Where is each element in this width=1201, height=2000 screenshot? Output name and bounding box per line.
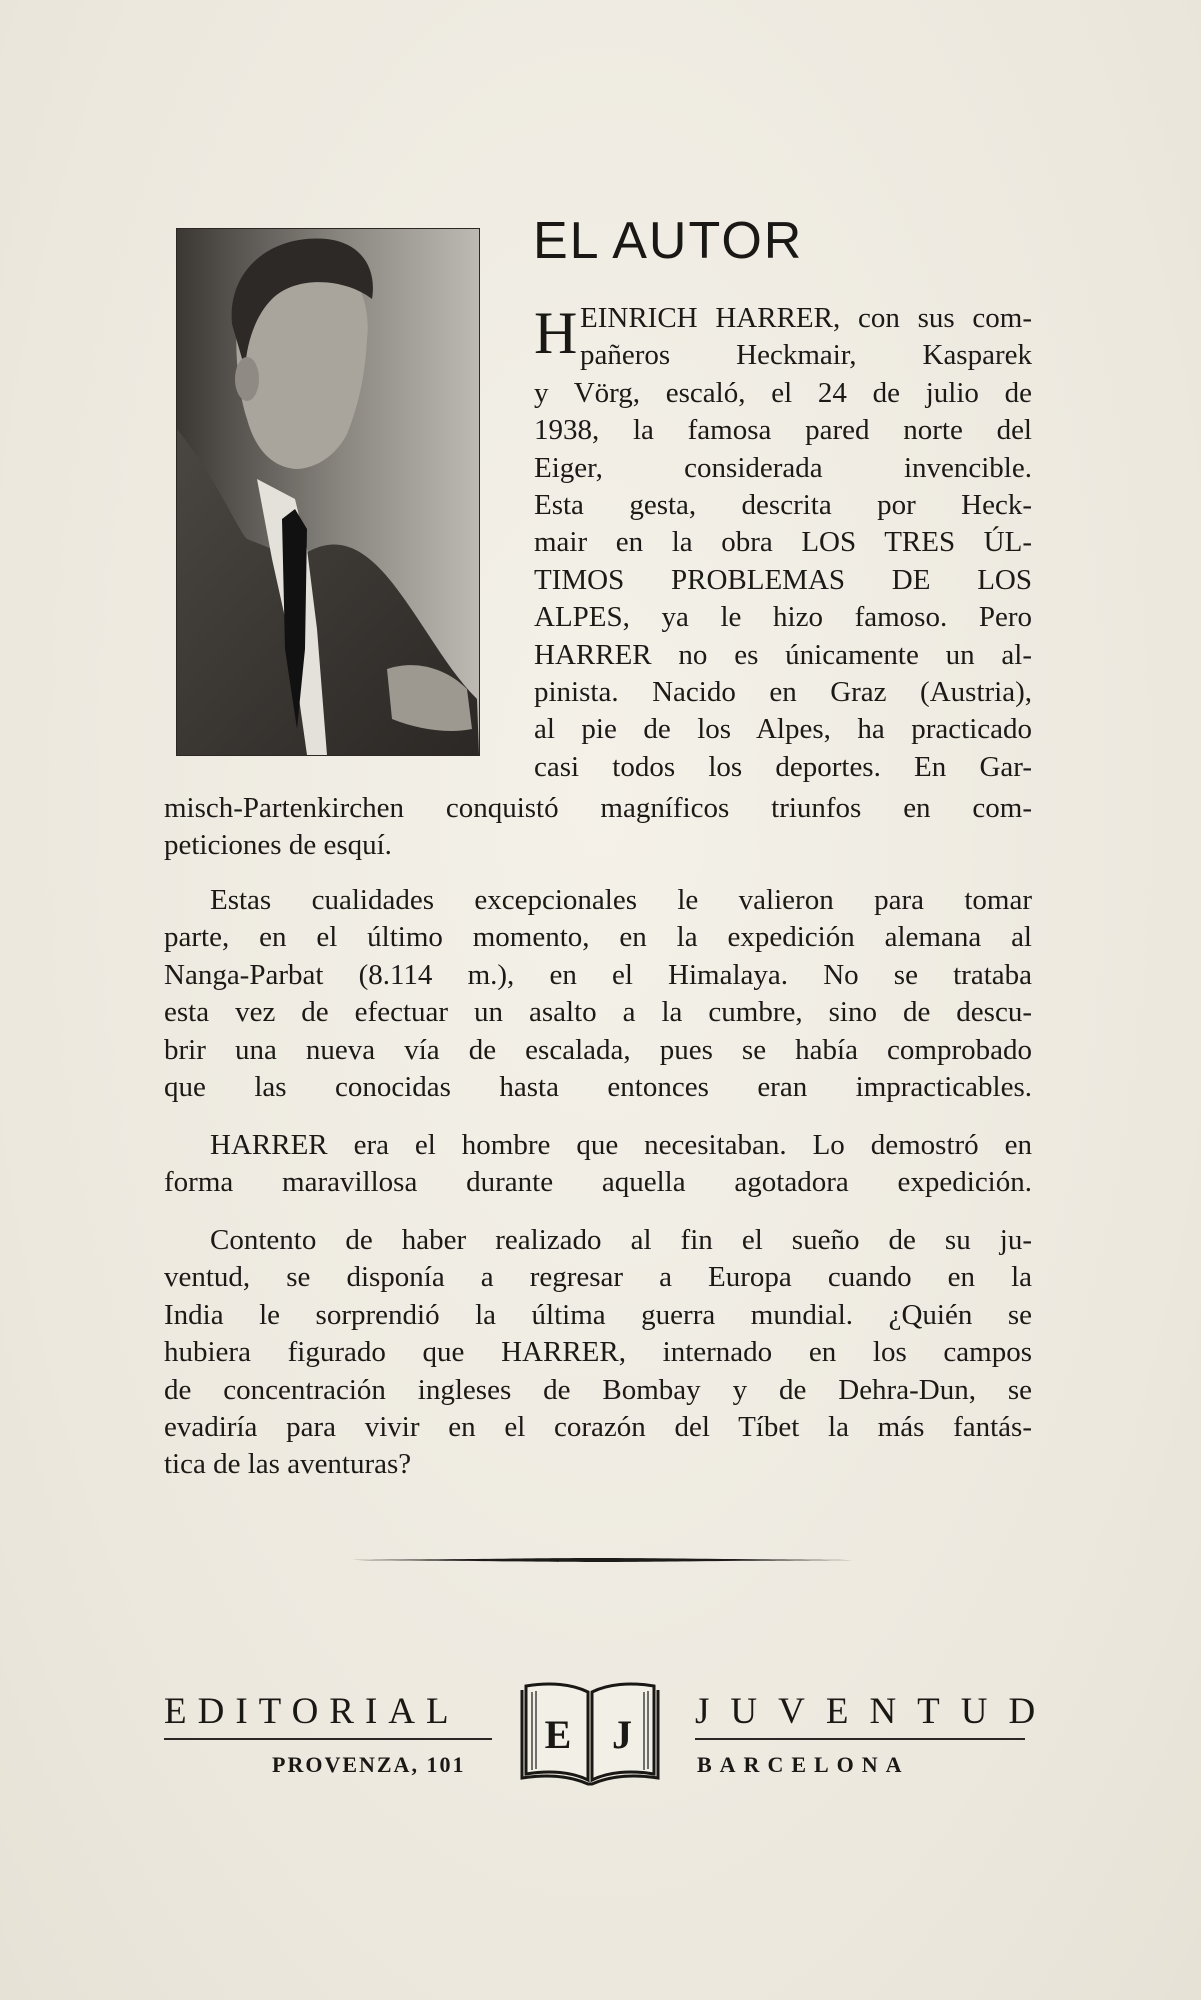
publisher-book-logo-icon xyxy=(520,1678,660,1786)
author-paragraph-wide xyxy=(164,790,1032,865)
text-line: pinista. Nacido en Graz (Austria), xyxy=(534,676,1032,709)
publisher-underline-right xyxy=(695,1738,1025,1740)
text-line: pañeros Heckmair, Kasparek xyxy=(580,339,1032,372)
author-paragraph-narrow xyxy=(534,300,1032,786)
publisher-city: BARCELONA xyxy=(697,1752,910,1777)
text-line: que las conocidas hasta entonces eran impracticables. xyxy=(164,1071,1032,1104)
section-heading: EL AUTOR xyxy=(533,212,804,270)
logo-letter-right: J xyxy=(612,1712,632,1757)
text-line: esta vez de efectuar un asalto a la cumbre, sino de descu- xyxy=(164,996,1032,1029)
logo-letter-left: E xyxy=(544,1712,572,1757)
text-line: TIMOS PROBLEMAS DE LOS xyxy=(534,563,1032,596)
text-line: y Vörg, escaló, el 24 de julio de xyxy=(534,376,1032,409)
text-line: 1938, la famosa pared norte del xyxy=(534,414,1032,447)
text-line: al pie de los Alpes, ha practicado xyxy=(534,713,1032,746)
author-portrait-photo xyxy=(176,228,480,756)
text-line: India le sorprendió la última guerra mundial. ¿Quién se xyxy=(164,1298,1032,1331)
text-line: hubiera figurado que HARRER, internado en los campos xyxy=(164,1336,1032,1369)
text-line: de concentración ingleses de Bombay y de Dehra-Dun, se xyxy=(164,1373,1032,1406)
decorative-rule xyxy=(332,1558,860,1562)
text-line: evadiría para vivir en el corazón del Tíbet la más fantás- xyxy=(164,1411,1032,1444)
paragraph-tibet xyxy=(164,1222,1032,1484)
text-line: ALPES, ya le hizo famoso. Pero xyxy=(534,601,1032,634)
text-line: ventud, se disponía a regresar a Europa cuando en la xyxy=(164,1261,1032,1294)
paragraph-expedition xyxy=(164,882,1032,1106)
publisher-name-right: JUVENTUD xyxy=(695,1691,1057,1732)
drop-cap-letter: H xyxy=(534,300,578,366)
text-line: mair en la obra LOS TRES ÚL- xyxy=(534,526,1032,559)
text-line: HARRER no es únicamente un al- xyxy=(534,638,1032,671)
text-line: peticiones de esquí. xyxy=(164,829,392,862)
text-line: parte, en el último momento, en la expedición alemana al xyxy=(164,921,1032,954)
text-line: Eiger, considerada invencible. xyxy=(534,451,1032,484)
text-line: forma maravillosa durante aquella agotadora expedición. xyxy=(164,1166,1032,1199)
text-line: Contento de haber realizado al fin el sueño de su ju- xyxy=(210,1224,1032,1256)
text-line: EINRICH HARRER, con sus com- xyxy=(580,302,1032,334)
text-line: Nanga-Parbat (8.114 m.), en el Himalaya. No se trataba xyxy=(164,958,1032,991)
text-line: Estas cualidades excepcionales le valieron para tomar xyxy=(210,884,1032,916)
publisher-name-left: EDITORIAL xyxy=(164,1691,460,1732)
text-line: tica de las aventuras? xyxy=(164,1448,412,1481)
text-line: HARRER era el hombre que necesitaban. Lo demostró en xyxy=(210,1129,1032,1161)
text-line: Esta gesta, descrita por Heck- xyxy=(534,489,1032,522)
text-line: brir una nueva vía de escalada, pues se había comprobado xyxy=(164,1033,1032,1066)
text-line: casi todos los deportes. En Gar- xyxy=(534,750,1032,783)
publisher-underline-left xyxy=(164,1738,492,1740)
publisher-address: PROVENZA, 101 xyxy=(272,1752,466,1777)
paragraph-harrer-role xyxy=(164,1127,1032,1202)
text-line: misch-Partenkirchen conquistó magníficos triunfos en com- xyxy=(164,792,1032,824)
author-portrait-image xyxy=(177,229,479,755)
